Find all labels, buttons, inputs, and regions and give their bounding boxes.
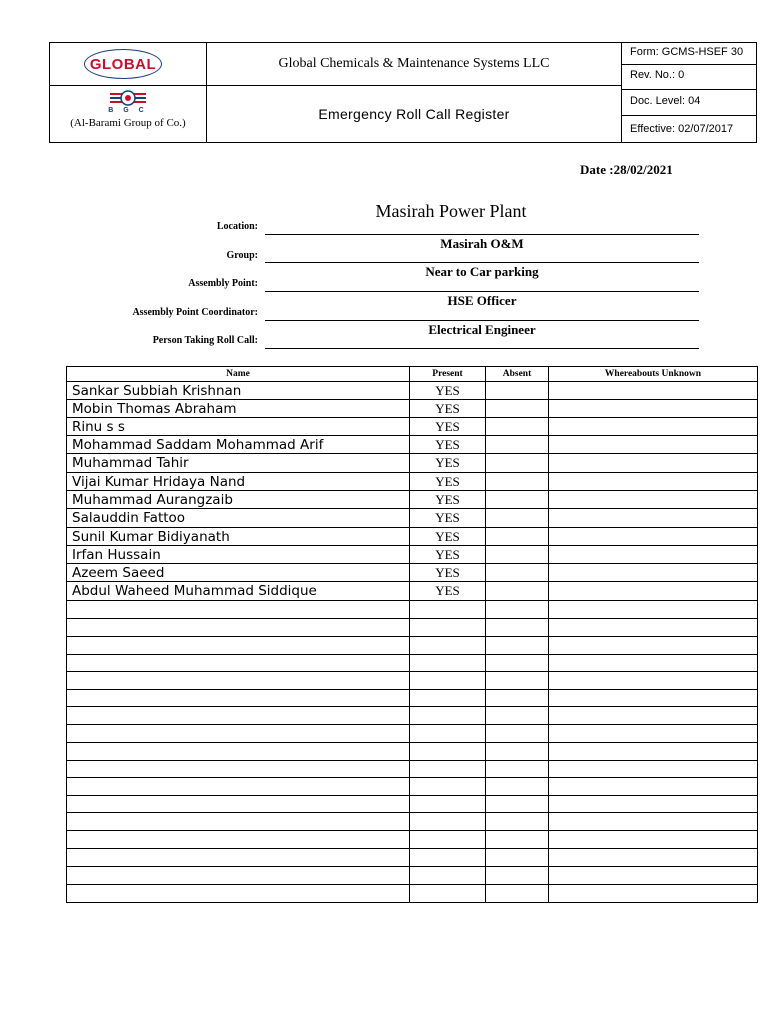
absent-cell xyxy=(486,400,549,418)
name-cell xyxy=(67,849,410,867)
whereabouts-cell xyxy=(549,454,758,473)
absent-cell xyxy=(486,601,549,619)
name-cell xyxy=(67,619,410,637)
table-row xyxy=(67,778,758,796)
table-row xyxy=(67,400,758,418)
group-line xyxy=(265,262,699,263)
table-row xyxy=(67,601,758,619)
present-cell xyxy=(410,761,486,778)
table-row xyxy=(67,761,758,778)
absent-cell xyxy=(486,582,549,601)
name-cell xyxy=(67,637,410,655)
company-name: Global Chemicals & Maintenance Systems LLC xyxy=(278,56,550,71)
name-cell xyxy=(67,813,410,831)
present-cell: YES xyxy=(410,436,486,454)
absent-cell xyxy=(486,546,549,564)
name-cell: Salauddin Fattoo xyxy=(67,509,410,528)
table-row xyxy=(67,564,758,582)
doc-level: Doc. Level: 04 xyxy=(630,95,701,107)
table-header-row xyxy=(67,367,758,382)
whereabouts-cell xyxy=(549,831,758,849)
table-row xyxy=(67,672,758,690)
coordinator-label: Assembly Point Coordinator: xyxy=(132,307,258,318)
bgc-logo-icon xyxy=(108,89,148,109)
present-cell xyxy=(410,637,486,655)
table-row xyxy=(67,509,758,528)
table-body xyxy=(67,382,758,903)
whereabouts-cell xyxy=(549,690,758,707)
absent-cell xyxy=(486,619,549,637)
name-cell: Rinu s s xyxy=(67,418,410,436)
absent-cell xyxy=(486,725,549,743)
present-cell: YES xyxy=(410,564,486,582)
absent-cell xyxy=(486,707,549,725)
present-cell xyxy=(410,796,486,813)
table-row xyxy=(67,619,758,637)
name-cell xyxy=(67,690,410,707)
roll-call-table xyxy=(66,366,758,903)
person-taking-roll-call-label: Person Taking Roll Call: xyxy=(152,335,258,346)
absent-cell xyxy=(486,454,549,473)
present-cell: YES xyxy=(410,473,486,491)
absent-cell xyxy=(486,849,549,867)
whereabouts-cell xyxy=(549,885,758,903)
column-header-present: Present xyxy=(410,367,486,382)
whereabouts-cell xyxy=(549,743,758,761)
coordinator-line xyxy=(265,320,699,321)
absent-cell xyxy=(486,690,549,707)
present-cell: YES xyxy=(410,491,486,509)
table-row xyxy=(67,528,758,546)
absent-cell xyxy=(486,491,549,509)
location-value: Masirah Power Plant xyxy=(375,201,527,221)
name-cell: Irfan Hussain xyxy=(67,546,410,564)
present-cell xyxy=(410,655,486,672)
global-logo-text: GLOBAL xyxy=(89,55,157,73)
table-row xyxy=(67,690,758,707)
group-label: Group: xyxy=(226,250,258,261)
absent-cell xyxy=(486,831,549,849)
whereabouts-cell xyxy=(549,867,758,885)
name-cell xyxy=(67,885,410,903)
name-cell xyxy=(67,601,410,619)
location-label: Location: xyxy=(216,221,258,232)
assembly-point-line xyxy=(265,291,699,292)
table-row xyxy=(67,796,758,813)
present-cell: YES xyxy=(410,509,486,528)
table-row xyxy=(67,655,758,672)
name-cell: Azeem Saeed xyxy=(67,564,410,582)
whereabouts-cell xyxy=(549,761,758,778)
present-cell xyxy=(410,743,486,761)
table-row xyxy=(67,491,758,509)
table-row xyxy=(67,849,758,867)
present-cell: YES xyxy=(410,418,486,436)
table-row xyxy=(67,546,758,564)
name-cell: Muhammad Aurangzaib xyxy=(67,491,410,509)
assembly-point-value: Near to Car parking xyxy=(425,264,539,279)
absent-cell xyxy=(486,867,549,885)
whereabouts-cell xyxy=(549,601,758,619)
whereabouts-cell xyxy=(549,637,758,655)
table-row xyxy=(67,707,758,725)
name-cell xyxy=(67,778,410,796)
present-cell xyxy=(410,778,486,796)
present-cell: YES xyxy=(410,382,486,400)
whereabouts-cell xyxy=(549,564,758,582)
whereabouts-cell xyxy=(549,725,758,743)
present-cell: YES xyxy=(410,546,486,564)
form-number: Form: GCMS-HSEF 30 xyxy=(630,46,744,58)
present-cell xyxy=(410,707,486,725)
table-row xyxy=(67,831,758,849)
absent-cell xyxy=(486,813,549,831)
whereabouts-cell xyxy=(549,619,758,637)
name-cell xyxy=(67,743,410,761)
table-row xyxy=(67,473,758,491)
person-taking-roll-call-value: Electrical Engineer xyxy=(428,322,536,337)
whereabouts-cell xyxy=(549,473,758,491)
present-cell: YES xyxy=(410,400,486,418)
name-cell xyxy=(67,655,410,672)
coordinator-value: HSE Officer xyxy=(447,293,517,308)
table-row xyxy=(67,885,758,903)
table-row xyxy=(67,582,758,601)
bgc-text: B G C xyxy=(108,107,148,114)
absent-cell xyxy=(486,509,549,528)
column-header-whereabouts-unknown: Whereabouts Unknown xyxy=(549,367,758,382)
whereabouts-cell xyxy=(549,655,758,672)
revision-number: Rev. No.: 0 xyxy=(630,69,685,81)
whereabouts-cell xyxy=(549,813,758,831)
whereabouts-cell xyxy=(549,778,758,796)
roll-call-date: Date :28/02/2021 xyxy=(580,162,673,177)
group-value: Masirah O&M xyxy=(440,236,524,251)
name-cell: Mobin Thomas Abraham xyxy=(67,400,410,418)
present-cell xyxy=(410,813,486,831)
logo-block xyxy=(50,43,206,142)
absent-cell xyxy=(486,796,549,813)
header-divider xyxy=(621,43,622,142)
name-cell xyxy=(67,672,410,690)
column-header-absent: Absent xyxy=(486,367,549,382)
table-row xyxy=(67,382,758,400)
name-cell xyxy=(67,707,410,725)
whereabouts-cell xyxy=(549,418,758,436)
absent-cell xyxy=(486,655,549,672)
name-cell xyxy=(67,867,410,885)
effective-date: Effective: 02/07/2017 xyxy=(630,123,734,135)
whereabouts-cell xyxy=(549,528,758,546)
whereabouts-cell xyxy=(549,582,758,601)
name-cell xyxy=(67,725,410,743)
whereabouts-cell xyxy=(549,400,758,418)
global-logo xyxy=(84,49,162,79)
present-cell: YES xyxy=(410,582,486,601)
assembly-point-label: Assembly Point: xyxy=(188,278,258,289)
present-cell xyxy=(410,672,486,690)
absent-cell xyxy=(486,473,549,491)
table-row xyxy=(67,725,758,743)
table-row xyxy=(67,813,758,831)
table-row xyxy=(67,743,758,761)
present-cell xyxy=(410,619,486,637)
absent-cell xyxy=(486,418,549,436)
present-cell xyxy=(410,885,486,903)
present-cell xyxy=(410,690,486,707)
absent-cell xyxy=(486,436,549,454)
absent-cell xyxy=(486,743,549,761)
absent-cell xyxy=(486,382,549,400)
absent-cell xyxy=(486,672,549,690)
name-cell: Abdul Waheed Muhammad Siddique xyxy=(67,582,410,601)
name-cell: Muhammad Tahir xyxy=(67,454,410,473)
whereabouts-cell xyxy=(549,509,758,528)
present-cell xyxy=(410,725,486,743)
whereabouts-cell xyxy=(549,672,758,690)
name-cell xyxy=(67,796,410,813)
name-cell: Sankar Subbiah Krishnan xyxy=(67,382,410,400)
absent-cell xyxy=(486,528,549,546)
present-cell xyxy=(410,601,486,619)
name-cell xyxy=(67,761,410,778)
whereabouts-cell xyxy=(549,796,758,813)
location-line xyxy=(265,234,699,235)
present-cell: YES xyxy=(410,528,486,546)
whereabouts-cell xyxy=(549,707,758,725)
table-row xyxy=(67,867,758,885)
header-divider xyxy=(621,64,757,65)
absent-cell xyxy=(486,564,549,582)
absent-cell xyxy=(486,778,549,796)
register-title: Emergency Roll Call Register xyxy=(318,106,510,122)
name-cell: Sunil Kumar Bidiyanath xyxy=(67,528,410,546)
absent-cell xyxy=(486,885,549,903)
header-divider xyxy=(621,115,757,116)
group-name: (Al-Barami Group of Co.) xyxy=(70,117,186,129)
table-row xyxy=(67,637,758,655)
present-cell xyxy=(410,831,486,849)
person-taking-roll-call-line xyxy=(265,348,699,349)
absent-cell xyxy=(486,637,549,655)
name-cell: Vijai Kumar Hridaya Nand xyxy=(67,473,410,491)
whereabouts-cell xyxy=(549,546,758,564)
whereabouts-cell xyxy=(549,849,758,867)
whereabouts-cell xyxy=(549,436,758,454)
column-header-name: Name xyxy=(67,367,410,382)
whereabouts-cell xyxy=(549,491,758,509)
name-cell: Mohammad Saddam Mohammad Arif xyxy=(67,436,410,454)
whereabouts-cell xyxy=(549,382,758,400)
present-cell: YES xyxy=(410,454,486,473)
present-cell xyxy=(410,849,486,867)
name-cell xyxy=(67,831,410,849)
present-cell xyxy=(410,867,486,885)
header-divider xyxy=(621,89,757,90)
table-row xyxy=(67,418,758,436)
form-header xyxy=(49,42,757,143)
absent-cell xyxy=(486,761,549,778)
table-row xyxy=(67,454,758,473)
table-row xyxy=(67,436,758,454)
